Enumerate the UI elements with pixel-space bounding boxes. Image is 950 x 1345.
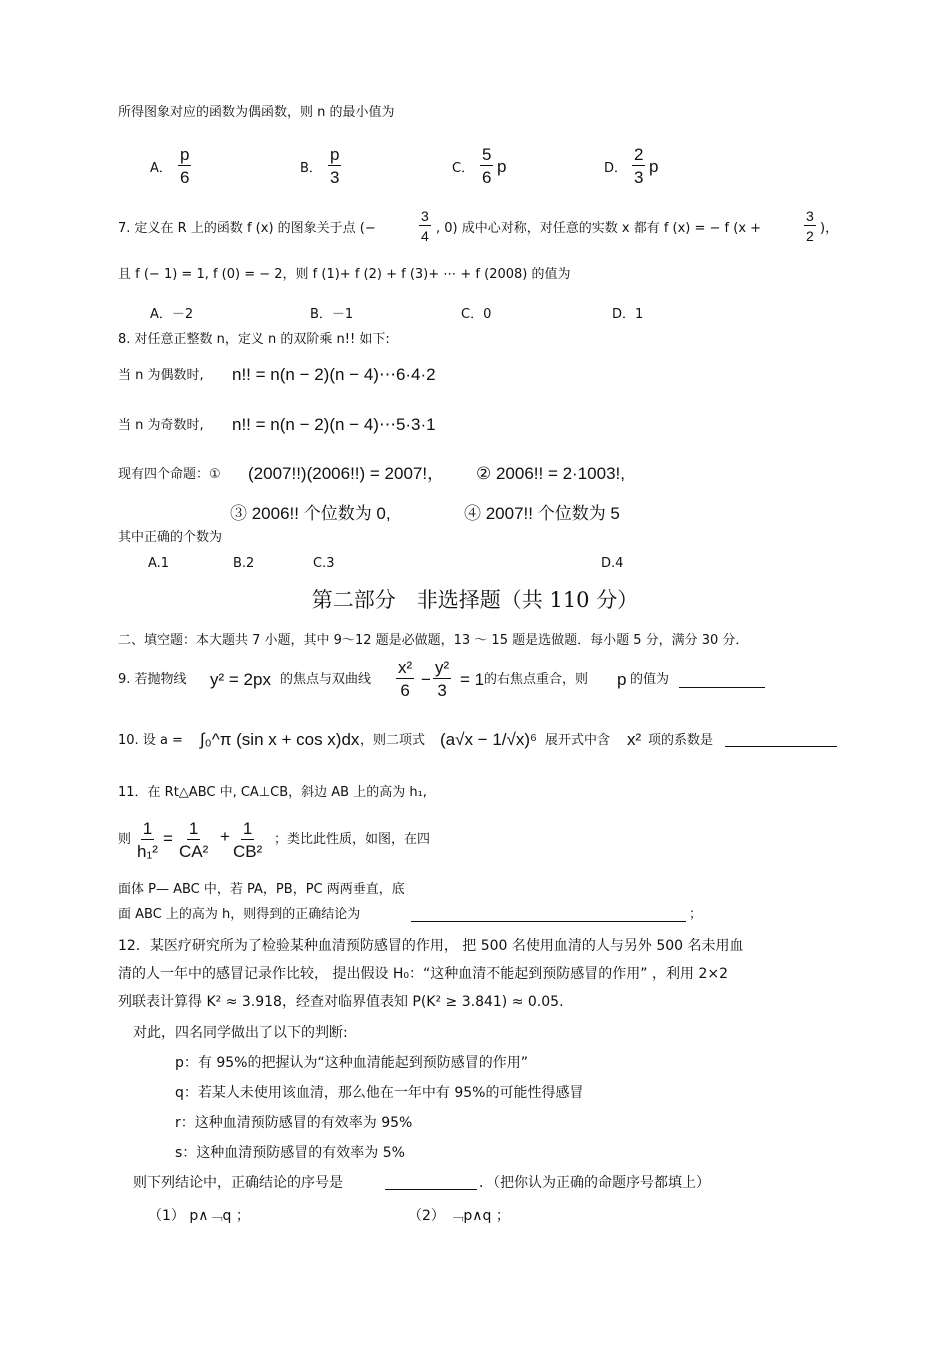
q7-option-a: A．－2 [150,307,194,322]
q6-option-c-fraction [480,146,493,186]
q12-judgment-r: r：这种血清预防感冒的有效率为 95% [175,1115,413,1131]
q8-prop1: (2007!!)(2006!!) = 2007!， [248,464,445,483]
q12-option-1: （1） p∧﹁q ； [148,1208,250,1224]
q10-text-c: 展开式中含 [545,733,611,748]
q8-odd-label: 当 n 为奇数时, [118,418,204,433]
q11-line3: 面体 P— ABC 中，若 PA，PB，PC 两两垂直，底 [118,882,405,897]
q9-f1-den: 6 [400,681,410,700]
q6-option-b-label: B． [300,161,322,176]
q6-d-num: 2 [634,145,644,164]
q11-line1: 11．在 Rt△ABC 中, CA⊥CB，斜边 AB 上的高为 h₁, [118,785,427,800]
q6-option-a-label: A． [150,161,172,176]
q9-frac-x2-6 [396,659,414,699]
q6-a-den: 6 [180,168,190,187]
q7-fraction-3-4 [419,209,431,243]
q8-props-label: 现有四个命题：① [118,467,221,482]
q10-answer-blank[interactable] [725,746,837,747]
q6-b-den: 3 [330,168,340,187]
q8-option-c: C.3 [313,556,335,571]
q12-line2: 清的人一年中的感冒记录作比较， 提出假设 H₀：“这种血清不能起到预防感冒的作用” ，利用 2×2 [118,966,728,982]
q8-prop2: ② 2006!! = 2·1003!, [476,464,625,483]
q12-ask-tail: ．（把你认为正确的命题序号都填上） [479,1175,710,1191]
q8-odd-formula: n!! = n(n − 2)(n − 4)⋯5·3·1 [232,415,436,434]
q9-equals-one: = 1 [460,670,485,689]
q7-f1-num: 3 [421,208,429,224]
q6-c-suffix: p [497,157,507,176]
q7-line1-a: 7. 定义在 R 上的函数 f (x) 的图象关于点 (− [118,221,376,236]
q12-judgment-s: s：这种血清预防感冒的有效率为 5% [175,1145,405,1161]
q9-text-b: 的焦点与双曲线 [280,672,372,687]
q6-a-num: p [180,145,190,164]
q8-option-d: D.4 [601,556,624,571]
q9-f2-num: y² [435,658,450,677]
q11-line4: 面 ABC 上的高为 h，则得到的正确结论为 [118,907,361,922]
q12-line4: 对此，四名同学做出了以下的判断: [133,1025,348,1041]
q7-option-c: C．0 [461,307,492,322]
fill-in-intro: 二、填空题：本大题共 7 小题，其中 9～12 题是必做题，13 ～ 15 题是选做题．每小题 5 分，满分 30 分． [118,633,749,648]
q11-frac-1-cbsq [233,820,262,860]
q11-r1-num: 1 [188,819,199,838]
q9-answer-blank[interactable] [679,687,765,688]
q11-eq: = [163,829,173,848]
q9-text-c: 的右焦点重合，则 [484,672,589,687]
q11-plus: + [220,827,230,846]
q6-c-num: 5 [482,145,492,164]
q9-f1-num: x² [398,658,413,677]
q6-b-num: p [330,145,340,164]
q7-line1-c: )， [820,221,839,236]
q11-frac-1-h1sq [137,820,158,860]
q11-end: ； [689,907,703,922]
q12-line3: 列联表计算得 K² ≈ 3.918，经查对临界值表知 P(K² ≥ 3.841) ≈ 0.05. [118,994,564,1010]
q6-c-den: 6 [482,168,492,187]
q6-option-d-fraction [632,146,645,186]
q10-binomial: (a√x − 1/√x)⁶ [440,730,537,749]
q12-line1: 12．某医疗研究所为了检验某种血清预防感冒的作用， 把 500 名使用血清的人与另外 500 名未用血 [118,938,744,954]
q11-l-den: h₁² [137,842,158,861]
q8-option-b: B.2 [233,556,255,571]
q6-d-den: 3 [634,168,644,187]
intro-line: 所得图象对应的函数为偶函数，则 n 的最小值为 [118,105,395,120]
q11-r2-den: CB² [233,842,263,861]
q7-line1-b: , 0) 成中心对称，对任意的实数 x 都有 f (x) = − f (x + [436,221,762,236]
q10-text-a: 10. 设 a = [118,733,183,748]
q8-ask: 其中正确的个数为 [118,530,223,545]
q9-f2-den: 3 [437,681,447,700]
q9-frac-y2-3 [433,659,451,699]
q8-prop4: ④ 2007!! 个位数为 5 [464,504,620,523]
q11-answer-blank[interactable] [411,921,686,922]
q7-f1-den: 4 [421,228,429,244]
q11-ze: 则 [118,832,132,847]
q7-f2-den: 2 [806,228,814,244]
q10-text-b: ，则二项式 [360,733,426,748]
q6-option-d-label: D． [604,161,628,176]
q7-line2: 且 f (− 1) = 1, f (0) = − 2，则 f (1)+ f (2) + f (3)+ ⋯ + f (2008) 的值为 [118,267,571,282]
q8-intro: 8. 对任意正整数 n，定义 n 的双阶乘 n!! 如下: [118,332,390,347]
q7-option-d: D．1 [612,307,644,322]
part2-heading: 第二部分 非选择题（共 110 分） [311,588,639,612]
q12-judgment-p: p：有 95%的把握认为“这种血清能起到预防感冒的作用” [175,1055,528,1071]
q7-option-b: B．－1 [310,307,354,322]
q7-fraction-3-2 [804,209,816,243]
q6-option-c-label: C． [452,161,475,176]
q9-p: p [617,670,627,689]
q11-r2-num: 1 [242,819,253,838]
q8-even-label: 当 n 为偶数时, [118,368,204,383]
q8-even-formula: n!! = n(n − 2)(n − 4)⋯6·4·2 [232,365,436,384]
q9-text-a: 9. 若抛物线 [118,672,187,687]
q10-term: x² [627,730,642,749]
q9-text-d: 的值为 [630,672,670,687]
q9-minus: − [421,670,431,689]
q12-ask: 则下列结论中，正确结论的序号是 [133,1175,343,1191]
q11-l-num: 1 [142,819,153,838]
q8-option-a: A.1 [148,556,170,571]
q12-answer-blank[interactable] [385,1189,477,1190]
q12-option-2: （2） ﹁p∧q ； [408,1208,510,1224]
q7-f2-num: 3 [806,208,814,224]
q8-prop3: ③ 2006!! 个位数为 0, [230,504,391,523]
q11-r1-den: CA² [179,842,209,861]
q10-integral: ∫₀^π (sin x + cos x)dx [200,730,360,749]
q10-text-d: 项的系数是 [648,733,714,748]
q11-tail: ；类比此性质，如图，在四 [274,832,431,847]
q6-option-b-fraction [328,146,341,186]
q12-judgment-q: q：若某人未使用该血清，那么他在一年中有 95%的可能性得感冒 [175,1085,584,1101]
q9-parabola-eq: y² = 2px [210,670,271,689]
q11-frac-1-casq [179,820,208,860]
q6-option-a-fraction [178,146,191,186]
q6-d-suffix: p [649,157,659,176]
